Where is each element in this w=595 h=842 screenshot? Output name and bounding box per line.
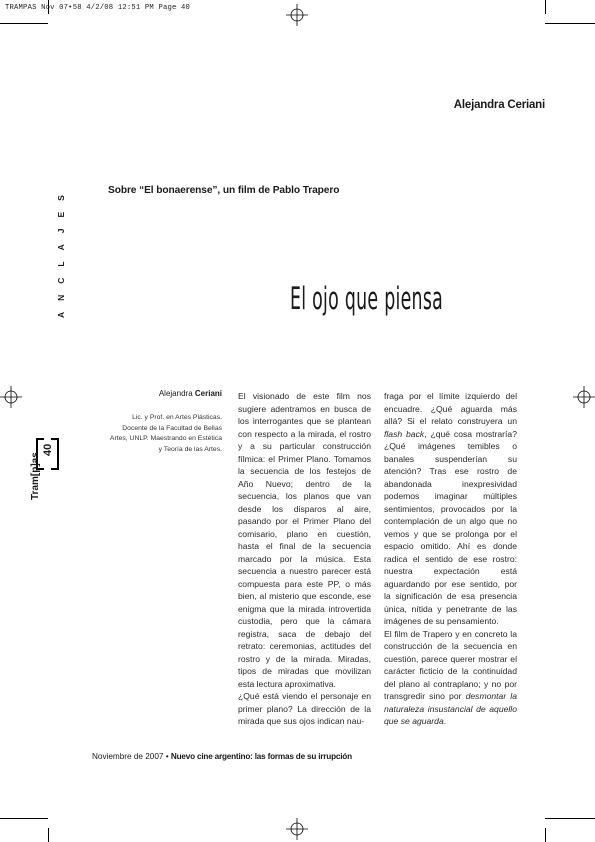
italic-run: desmontar la naturaleza insustancial de aquello que se aguarda (384, 691, 517, 726)
paragraph (384, 390, 517, 628)
journal-logo: Tram[p]as (30, 452, 41, 500)
crop-mark (545, 0, 546, 14)
text-run: fraga por el límite izquierdo del encuadre. ¿Qué aguarda más allá? Si el relato construyera un (384, 391, 517, 426)
byline-first-name: Alejandra (158, 389, 195, 398)
registration-mark-icon (0, 386, 22, 408)
author-affiliation: Lic. y Prof. en Artes Plásticas. Docente de la Facultad de Bellas Artes, UNLP. Maestrando en Estética y Teoría de las Artes. (109, 414, 222, 453)
crop-mark (0, 23, 48, 24)
author-header (454, 99, 545, 111)
crop-mark (48, 0, 49, 14)
crop-mark (0, 818, 48, 819)
body-column-1 (238, 390, 371, 728)
footer-issue-title: Nuevo cine argentino: las formas de su irrupción (170, 752, 352, 761)
page-number: 40 (42, 443, 54, 456)
text-run: , ¿qué cosa mostraría? ¿Qué imágenes temibles o banales suspenderían su atención? Tras ese rostro de abandonada inexpresividad podemos imaginar múltiples sentimientos, provocados por la contemplación de un algo que no vemos y que se prolonga por el espacio omitido. Ahí es donde radica el sentido de ese rostro: nuestra expectación está aguardando por ese sentido, por la significación de esa presencia única, nítida y penetrante de las imágenes de su pensamiento. (384, 428, 517, 626)
registration-mark-icon (286, 4, 308, 26)
footer-date: Noviembre de 2007 • (92, 752, 171, 761)
paragraph: El visionado de este film nos sugiere adentramos en busca de los interrogantes que se plantean con respecto a la mirada, el rostro y a su particular construcción fílmica: el Primer Plano. Tomamos la secuencia de los festejos de Año Nuevo; dentro de la secuencia, los planos que van desde los disparos al aire, pasando por el Primer Plano del comisario, plano en cuestión, hasta el final de la secuencia marcado por la música. Esta secuencia a nuestro parecer está compuesta para este PP, o más bien, al misterio que esconde, ese enigma que la mirada introvertida custodia, pero que la cámara registra, saca de debajo del retrato: ceremonias, actitudes del rostro y de la mirada. Miradas, tipos de miradas que movilizan esta lectura aproximativa. (238, 391, 371, 689)
byline-last-name: Ceriani (194, 389, 222, 398)
paragraph (384, 628, 517, 728)
article-title: El ojo que piensa (290, 281, 444, 317)
article-subtitle: Sobre “El bonaerense”, un film de Pablo Trapero (108, 185, 340, 196)
registration-mark-icon (286, 818, 308, 840)
crop-mark (545, 23, 595, 24)
byline (159, 389, 222, 398)
text-run: . (443, 716, 447, 726)
crop-mark (48, 828, 49, 842)
registration-mark-icon (573, 386, 595, 408)
author-last-name: Ceriani (507, 99, 545, 111)
section-label: ANCLAJES (56, 184, 66, 318)
crop-mark (545, 818, 595, 819)
printer-slug: TRAMPAS Nov 07•58 4/2/08 12:51 PM Page 40 (5, 4, 191, 12)
crop-mark (545, 828, 546, 842)
author-first-name: Alejandra (453, 99, 508, 111)
page-footer (92, 752, 352, 761)
text-run: El film de Trapero y en concreto la construcción de la secuencia en cuestión, parece querer mostrar el carácter ficticio de la continuidad del plano al contraplano; y no por transgredir sino por (384, 628, 517, 701)
italic-run: flash back (384, 428, 425, 439)
paragraph: ¿Qué está viendo el personaje en primer plano? La dirección de la mirada que sus ojos indican nau- (238, 691, 371, 726)
body-column-2 (384, 390, 517, 728)
